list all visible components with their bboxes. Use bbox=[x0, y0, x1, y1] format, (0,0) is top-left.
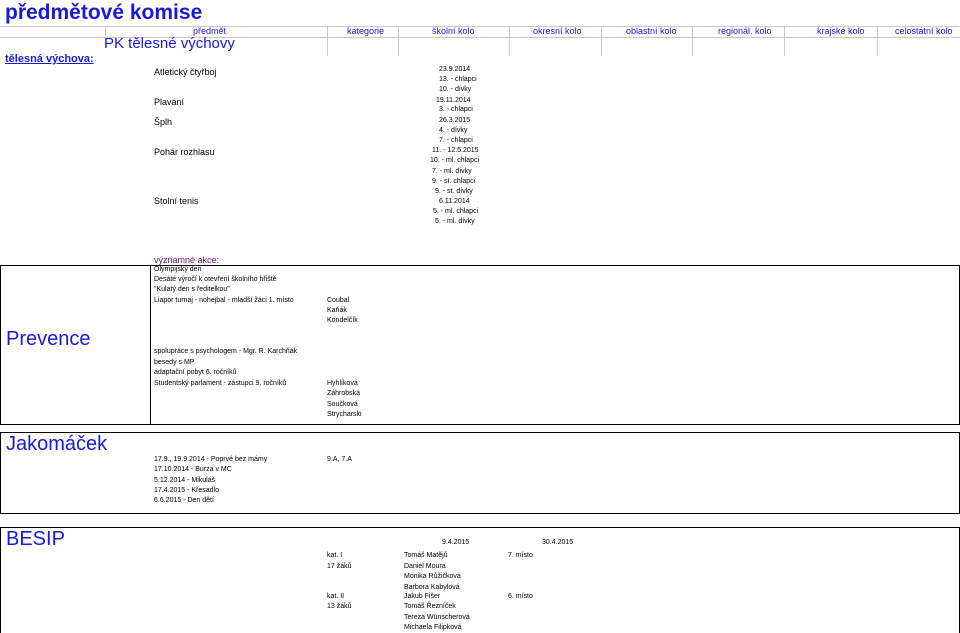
besip-date: 9.4.2015 bbox=[442, 539, 470, 546]
column-header-area-round: oblastní kolo bbox=[626, 26, 677, 36]
column-header-national-round: celostátní kolo bbox=[895, 26, 953, 36]
sport-name: Stolní tenis bbox=[154, 196, 199, 206]
section-border bbox=[0, 424, 960, 425]
jakomacek-item: 5.12.2014 - Mikuláš bbox=[154, 477, 216, 484]
prevence-item: Olympijský den bbox=[154, 266, 202, 273]
column-header-subject: předmět bbox=[193, 26, 227, 36]
jakomacek-item: 17.4.2015 - Křesadlo bbox=[154, 487, 219, 494]
besip-category: kat. II bbox=[327, 593, 345, 600]
district-round-value: 3. - chlapci bbox=[439, 106, 473, 113]
district-round-value: 7. - chlapci bbox=[439, 137, 473, 144]
district-round-value: 4. - dívky bbox=[439, 127, 468, 134]
besip-category: 13 žáků bbox=[327, 603, 352, 610]
besip-placement: 6. místo bbox=[508, 593, 533, 600]
besip-category: kat. I bbox=[327, 552, 343, 559]
district-round-value: 13. - chlapci bbox=[439, 76, 477, 83]
gridline bbox=[601, 26, 602, 56]
prevence-item: "Kulatý den s ředitelkou" bbox=[154, 286, 230, 293]
prevence-item: spolupráce s psychologem - Mgr. R. Karchňák bbox=[154, 348, 298, 355]
prevence-name: Hyhlíková bbox=[327, 380, 358, 387]
gridline bbox=[877, 26, 878, 56]
sport-name: Plavání bbox=[154, 97, 185, 107]
sport-name: Atletický čtyřboj bbox=[154, 67, 217, 77]
prevence-heading: Prevence bbox=[6, 328, 91, 350]
column-header-district-round: okresní kolo bbox=[533, 26, 582, 36]
besip-student: Jakub Fišer bbox=[404, 593, 441, 600]
page-title: předmětové komise bbox=[5, 1, 203, 24]
column-header-school-round: školní kolo bbox=[432, 26, 475, 36]
besip-student: Michaela Filipková bbox=[404, 624, 462, 631]
prevence-name: Záhrobská bbox=[327, 390, 361, 397]
jakomacek-item: 17.10.2014 - Burza v MC bbox=[154, 466, 232, 473]
prevence-name: Kondelčík bbox=[327, 317, 358, 324]
column-header-regional-round: regionál. kolo bbox=[718, 26, 772, 36]
section-border bbox=[150, 265, 151, 425]
gridline bbox=[784, 26, 785, 56]
prevence-name: Kaňák bbox=[327, 307, 347, 314]
besip-student: Daniel Moura bbox=[404, 563, 446, 570]
section-border bbox=[0, 432, 960, 433]
prevence-subheading: významné akce: bbox=[154, 255, 220, 265]
sport-name: Pohár rozhlasu bbox=[154, 147, 215, 157]
besip-date: 30.4.2015 bbox=[542, 539, 574, 546]
prevence-item: Desáté výročí k otevření školního hřiště bbox=[154, 276, 277, 283]
gridline bbox=[0, 26, 960, 27]
district-round-value: 10. - ml. chlapci bbox=[430, 157, 480, 164]
district-round-value: 26.3.2015 bbox=[439, 117, 471, 124]
prevence-name: Strycharski bbox=[327, 411, 362, 418]
sport-name: Šplh bbox=[154, 117, 173, 127]
besip-student: Tereza Wünscherová bbox=[404, 614, 470, 621]
gridline bbox=[509, 26, 510, 56]
section-border bbox=[0, 265, 960, 266]
prevence-item: Studentský parlament - zástupci 9. ročníků bbox=[154, 380, 287, 387]
column-header-county-round: krajské kolo bbox=[817, 26, 865, 36]
prevence-name: Součková bbox=[327, 401, 358, 408]
column-header-category: kategorie bbox=[347, 26, 385, 36]
besip-heading: BESIP bbox=[6, 528, 65, 550]
section-border bbox=[0, 513, 960, 514]
gridline bbox=[398, 26, 399, 56]
gridline bbox=[327, 26, 328, 56]
district-round-value: 11. - 12.5.2015 bbox=[432, 147, 479, 154]
besip-student: Tomáš Řezníček bbox=[404, 603, 456, 610]
district-round-value: 5. - ml. chlapci bbox=[433, 208, 479, 215]
besip-category: 17 žáků bbox=[327, 563, 352, 570]
prevence-item: Liapor turnaj - nohejbal - mladší žáci 1. místo bbox=[154, 297, 294, 304]
jakomacek-heading: Jakomáček bbox=[6, 433, 108, 455]
district-round-value: 23.9.2014 bbox=[439, 66, 471, 73]
besip-student: Barbora Kabylová bbox=[404, 584, 460, 591]
district-round-value: 9. - st. chlapci bbox=[432, 178, 476, 185]
committee-title: PK tělesné výchovy bbox=[104, 35, 235, 52]
subject-label: tělesná výchova: bbox=[5, 53, 94, 65]
prevence-name: Coubal bbox=[327, 297, 350, 304]
section-border bbox=[0, 265, 1, 425]
district-round-value: 6.11.2014 bbox=[439, 198, 470, 205]
besip-student: Monika Růžičková bbox=[404, 573, 461, 580]
jakomacek-item: 17.9., 19.9.2014 - Poprvé bez mámy bbox=[154, 456, 268, 463]
district-round-value: 9. - st. dívky bbox=[435, 188, 473, 195]
district-round-value: 10. - dívky bbox=[439, 86, 472, 93]
district-round-value: 19.11.2014 bbox=[436, 97, 471, 104]
district-round-value: 5. - ml. dívky bbox=[435, 218, 475, 225]
section-border bbox=[0, 527, 960, 528]
prevence-item: adaptační pobyt 6. ročníků bbox=[154, 369, 237, 376]
gridline bbox=[692, 26, 693, 56]
prevence-item: besedy s MP bbox=[154, 359, 195, 366]
section-border bbox=[0, 527, 1, 633]
besip-placement: 7. místo bbox=[508, 552, 533, 559]
jakomacek-item: 6.6.2015 - Den dětí bbox=[154, 497, 214, 504]
jakomacek-classes: 9.A, 7.A bbox=[327, 456, 352, 463]
besip-student: Tomáš Matějů bbox=[404, 552, 448, 559]
section-border bbox=[0, 432, 1, 514]
district-round-value: 7. - ml. dívky bbox=[432, 168, 472, 175]
